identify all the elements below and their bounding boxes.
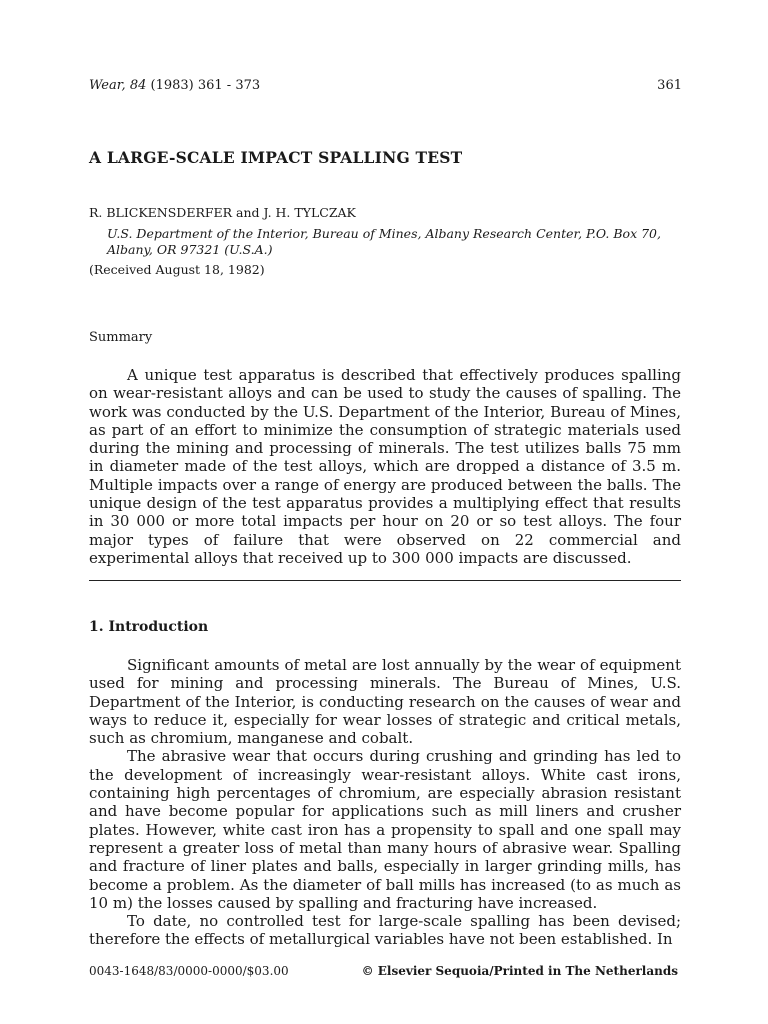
article-authors: R. BLICKENSDERFER and J. H. TYLCZAK (89, 205, 356, 220)
intro-paragraph: The abrasive wear that occurs during crushing and grinding has led to the development of increasingly wear-resistant alloys. White cast irons, containing high percentages of chromium, are especially abrasion resistant and have become popular for applications such as mill liners and crusher plates. However, white cast iron has a propensity to spall and one spall may represent a greater loss of metal than many hours of abrasive wear. Spalling and fracture of liner plates and balls, especially in larger grinding mills, has become a problem. As the diameter of ball mills has increased (to as much as 10 m) the losses caused by spalling and fracturing have increased. (89, 747, 681, 912)
journal-citation (89, 78, 260, 93)
introduction-heading: 1. Introduction (89, 619, 209, 635)
article-title: A LARGE-SCALE IMPACT SPALLING TEST (89, 148, 463, 167)
author-affiliation: U.S. Department of the Interior, Bureau of Mines, Albany Research Center, P.O. Box 70, Albany, OR 97321 (U.S.A.) (107, 226, 661, 257)
journal-name: Wear, (89, 78, 126, 93)
journal-year-pages: (1983) 361 - 373 (150, 78, 261, 93)
intro-paragraph: Significant amounts of metal are lost annually by the wear of equipment used for mining and processing minerals. The Bureau of Mines, U.S. Department of the Interior, is conducting research on the causes of wear and ways to reduce it, especially for wear losses of strategic and critical metals, such as chromium, manganese and cobalt. (89, 656, 681, 748)
page-number: 361 (657, 78, 682, 93)
introduction-body (89, 656, 681, 949)
summary-paragraph: A unique test apparatus is described that effectively produces spalling on wear-resistant alloys and can be used to study the causes of spalling. The work was conducted by the U.S. Department of the Interior, Bureau of Mines, as part of an effort to minimize the consumption of strategic materials used during the mining and processing of minerals. The test utilizes balls 75 mm in diameter made of the test alloys, which are dropped a distance of 3.5 m. Multiple impacts over a range of energy are produced between the balls. The unique design of the test apparatus provides a multiplying effect that results in 30 000 or more total impacts per hour on 20 or so test alloys. The four major types of failure that were observed on 22 commercial and experimental alloys that received up to 300 000 impacts are discussed. (89, 366, 681, 567)
intro-paragraph: To date, no controlled test for large-scale spalling has been devised; therefore the effects of metallurgical variables have not been established. In (89, 912, 681, 949)
summary-body (89, 366, 681, 567)
summary-heading: Summary (89, 330, 153, 345)
journal-volume: 84 (129, 78, 147, 93)
section-divider (89, 580, 681, 581)
received-date: (Received August 18, 1982) (89, 262, 265, 277)
publisher-note: © Elsevier Sequoia/Printed in The Netherlands (361, 964, 678, 978)
issn-code: 0043-1648/83/0000-0000/$03.00 (89, 964, 289, 978)
